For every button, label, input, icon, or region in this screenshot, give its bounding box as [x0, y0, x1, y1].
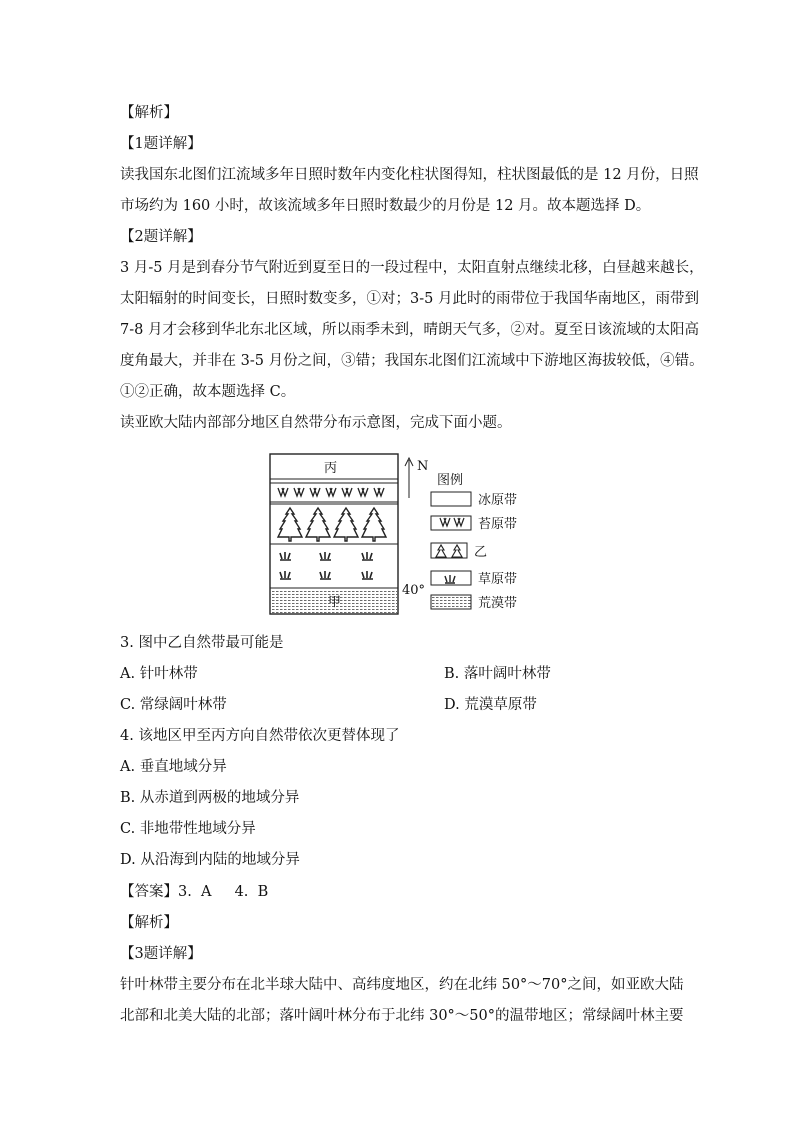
q2-text-line-1: 3 月-5 月是到春分节气附近到夏至日的一段过程中，太阳直射点继续北移，白昼越来越长，	[120, 260, 704, 276]
north-label: N	[417, 459, 429, 474]
q1-detail-label: 【1题详解】	[120, 136, 202, 152]
legend-swatch-tundra	[431, 516, 471, 530]
analysis-heading: 【解析】	[120, 105, 178, 121]
q2-text-line-2: 太阳辐射的时间变长，日照时数变多，①对；3-5 月此时的雨带位于我国华南地区，雨带到	[120, 291, 699, 307]
north-arrow	[405, 458, 413, 498]
answer-line: 【答案】3. A 4. B	[120, 884, 269, 900]
analysis-heading-2: 【解析】	[120, 915, 178, 931]
q4-option-c: C. 非地带性地域分异	[120, 821, 256, 837]
legend-label-forest: 乙	[474, 545, 488, 560]
q3-stem: 3. 图中乙自然带最可能是	[120, 635, 284, 651]
q2-text-line-4: 度角最大，并非在 3-5 月份之间，③错；我国东北图们江流域中下游地区海拔较低，④错。	[120, 353, 704, 369]
q4-stem: 4. 该地区甲至丙方向自然带依次更替体现了	[120, 728, 400, 744]
bottom-zone-label: 甲	[328, 595, 342, 610]
q2-detail-label: 【2题详解】	[120, 229, 202, 245]
q2-text-line-3: 7-8 月才会移到华北东北区域，所以雨季未到，晴朗天气多，②对。夏至日该流域的太阳高	[120, 322, 699, 338]
legend-label-grassland: 草原带	[478, 572, 518, 587]
q3-option-b: B. 落叶阔叶林带	[444, 666, 551, 682]
top-zone-label: 丙	[324, 461, 338, 476]
q3-text-line-2: 北部和北美大陆的北部；落叶阔叶林分布于北纬 30°～50°的温带地区；常绿阔叶林主要	[120, 1008, 684, 1024]
q2-text-line-5: ①②正确，故本题选择 C。	[120, 384, 296, 400]
latitude-label: 40°	[402, 583, 426, 598]
q1-text-line-2: 市场约为 160 小时，故该流域多年日照时数最少的月份是 12 月。故本题选择 D。	[120, 198, 651, 214]
q3-detail-label: 【3题详解】	[120, 946, 202, 962]
q3-text-line-1: 针叶林带主要分布在北半球大陆中、高纬度地区，约在北纬 50°～70°之间，如亚欧大陆	[120, 977, 684, 993]
q1-text-line-1: 读我国东北图们江流域多年日照时数年内变化柱状图得知，柱状图最低的是 12 月份，日照	[120, 167, 699, 183]
legend-label-ice: 冰原带	[478, 493, 518, 508]
q4-option-b: B. 从赤道到两极的地域分异	[120, 790, 300, 806]
q3-option-d: D. 荒漠草原带	[444, 697, 537, 713]
q3-option-c: C. 常绿阔叶林带	[120, 697, 227, 713]
q4-option-d: D. 从沿海到内陆的地域分异	[120, 852, 300, 868]
legend-swatch-desert	[431, 595, 471, 609]
legend-swatch-ice	[431, 492, 471, 506]
natural-zone-diagram	[268, 452, 538, 618]
legend-label-tundra: 苔原带	[478, 517, 518, 532]
legend-label-desert: 荒漠带	[478, 596, 518, 611]
legend-title: 图例	[437, 473, 464, 488]
reading-intro: 读亚欧大陆内部部分地区自然带分布示意图，完成下面小题。	[120, 415, 512, 431]
q3-option-a: A. 针叶林带	[120, 666, 198, 682]
q4-option-a: A. 垂直地域分异	[120, 759, 227, 775]
